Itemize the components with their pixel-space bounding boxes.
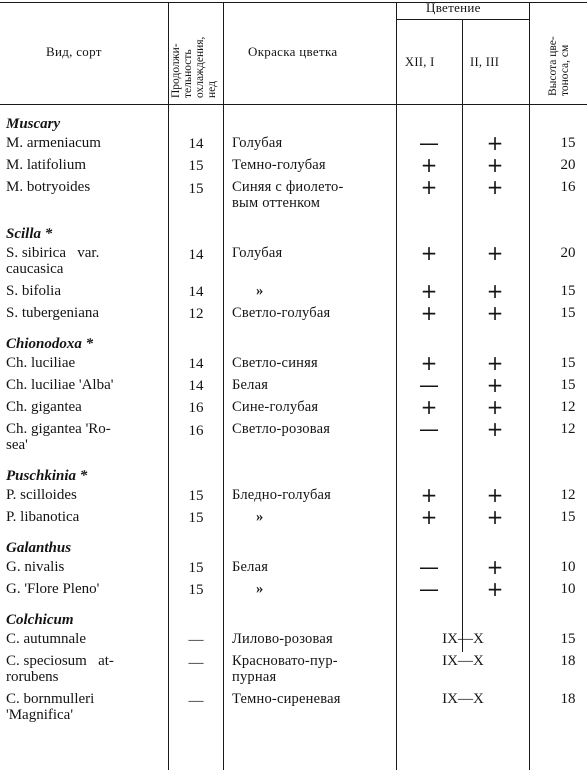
header-period-2: II, III [470, 55, 500, 69]
body-divider-4 [462, 104, 463, 652]
genus-heading: Colchicum [6, 612, 74, 628]
species-name: rorubens [6, 669, 59, 685]
species-name: Ch. gigantea 'Ro- [6, 421, 111, 437]
peduncle-height: 18 [560, 691, 576, 707]
species-name: S. bifolia [6, 283, 61, 299]
peduncle-height: 10 [560, 581, 576, 597]
flowering-mark-ii-iii: + [486, 351, 504, 375]
peduncle-height: 16 [560, 179, 576, 195]
flowering-mark-ii-iii: + [486, 131, 504, 155]
flowering-mark-ii-iii: + [486, 505, 504, 529]
species-name: C. autumnale [6, 631, 86, 647]
flower-color: Темно-голубая [232, 157, 326, 173]
species-name: C. bornmulleri [6, 691, 95, 707]
flowering-mark-xii-i: + [420, 505, 438, 529]
cooling-weeks: 15 [188, 560, 204, 576]
species-name: C. speciosum at- [6, 653, 114, 669]
header-cooling-line: нед [206, 81, 218, 98]
peduncle-height: 15 [560, 355, 576, 371]
peduncle-height: 10 [560, 559, 576, 575]
flower-color: Сине-голубая [232, 399, 319, 415]
cooling-weeks: 15 [188, 488, 204, 504]
body-divider-2 [223, 104, 224, 770]
flower-color: Светло-розовая [232, 421, 331, 437]
col-divider-5 [529, 2, 530, 104]
species-name: G. nivalis [6, 559, 65, 575]
flowering-mark-xii-i: — [419, 373, 439, 397]
flower-color: Белая [232, 559, 269, 575]
flower-color: Светло-синяя [232, 355, 318, 371]
cooling-weeks: 16 [188, 400, 204, 416]
header-species: Вид, сорт [46, 44, 102, 59]
peduncle-height: 12 [560, 421, 576, 437]
header-cooling [170, 37, 218, 98]
flowering-mark-ii-iii: + [486, 395, 504, 419]
flowering-mark-xii-i: + [420, 153, 438, 177]
body-divider-1 [168, 104, 169, 770]
flowering-mark-xii-i: + [420, 301, 438, 325]
flowering-mark-ii-iii: + [486, 153, 504, 177]
cooling-weeks: 14 [188, 136, 204, 152]
flower-color: Темно-сиреневая [232, 691, 341, 707]
species-name: M. armeniacum [6, 135, 101, 151]
col-divider-2 [223, 2, 224, 104]
species-name: S. tubergeniana [6, 305, 100, 321]
species-name: P. scilloides [6, 487, 77, 503]
flowering-mark-xii-i: — [419, 555, 439, 579]
flower-color: Голубая [232, 245, 283, 261]
peduncle-height: 15 [560, 509, 576, 525]
body-divider-5 [529, 104, 530, 770]
flowering-mark-xii-i: + [420, 175, 438, 199]
flower-color: Лилово-розовая [232, 631, 333, 647]
genus-heading: Scilla * [6, 226, 53, 242]
flower-color: Бледно-голубая [232, 487, 332, 503]
cooling-weeks: 15 [188, 510, 204, 526]
species-name: P. libanotica [6, 509, 80, 525]
flowering-mark-xii-i: + [420, 279, 438, 303]
flower-color: Синяя с фиолето- [232, 179, 344, 195]
flower-color: » [256, 581, 264, 597]
species-name: M. latifolium [6, 157, 86, 173]
flowering-mark-xii-i: + [420, 395, 438, 419]
flower-color: Красновато-пур- [232, 653, 338, 669]
cooling-weeks: — [188, 693, 204, 709]
flowering-mark-ii-iii: + [486, 555, 504, 579]
header-flower-color: Окраска цветка [248, 44, 338, 59]
species-name: caucasica [6, 261, 64, 277]
species-name: Ch. gigantea [6, 399, 82, 415]
cooling-weeks: 14 [188, 247, 204, 263]
peduncle-height: 18 [560, 653, 576, 669]
body-divider-3 [396, 104, 397, 770]
header-flowering: Цветение [426, 0, 481, 15]
col-divider-1 [168, 2, 169, 104]
flowering-mark-ii-iii: + [486, 417, 504, 441]
flowering-mark-ii-iii: + [486, 175, 504, 199]
cooling-weeks: 15 [188, 181, 204, 197]
flower-color: » [256, 283, 264, 299]
peduncle-height: 15 [560, 135, 576, 151]
peduncle-height: 12 [560, 399, 576, 415]
flowering-mark-xii-i: — [419, 577, 439, 601]
species-name: M. botryoides [6, 179, 91, 195]
header-height [547, 36, 571, 96]
flowering-period-span: IX—X [442, 653, 484, 669]
genus-heading: Galanthus [6, 540, 72, 556]
cooling-weeks: 14 [188, 284, 204, 300]
cooling-weeks: 12 [188, 306, 204, 322]
flower-color: пурная [232, 669, 277, 685]
peduncle-height: 15 [560, 377, 576, 393]
peduncle-height: 12 [560, 487, 576, 503]
header-cooling-line: охлаждения, [194, 36, 206, 98]
header-height-line: тоноса, см [559, 44, 571, 96]
flower-color: » [256, 509, 264, 525]
cooling-weeks: — [188, 655, 204, 671]
peduncle-height: 15 [560, 283, 576, 299]
peduncle-height: 15 [560, 305, 576, 321]
flowering-mark-xii-i: — [419, 131, 439, 155]
table-top-rule [0, 2, 587, 3]
genus-heading: Chionodoxa * [6, 336, 94, 352]
flowering-period-span: IX—X [442, 691, 484, 707]
flowering-mark-xii-i: + [420, 483, 438, 507]
species-name: Ch. luciliae [6, 355, 76, 371]
flowering-mark-xii-i: + [420, 241, 438, 265]
species-name: 'Magnifica' [6, 707, 74, 723]
cooling-weeks: 14 [188, 378, 204, 394]
cooling-weeks: 15 [188, 582, 204, 598]
header-height-line: Высота цве- [547, 36, 559, 96]
header-cooling-line: Продолжи- [170, 43, 182, 98]
peduncle-height: 20 [560, 157, 576, 173]
species-name: S. sibirica var. [6, 245, 100, 261]
flowering-mark-ii-iii: + [486, 279, 504, 303]
flowering-mark-ii-iii: + [486, 373, 504, 397]
flower-color: Светло-голубая [232, 305, 331, 321]
species-name: G. 'Flore Pleno' [6, 581, 100, 597]
peduncle-height: 20 [560, 245, 576, 261]
cooling-weeks: 15 [188, 158, 204, 174]
flower-color: Белая [232, 377, 269, 393]
genus-heading: Muscary [6, 116, 61, 132]
header-bottom-rule [0, 104, 587, 105]
genus-heading: Puschkinia * [6, 468, 88, 484]
flower-color: Голубая [232, 135, 283, 151]
cooling-weeks: 16 [188, 423, 204, 439]
species-name: Ch. luciliae 'Alba' [6, 377, 114, 393]
flowering-mark-xii-i: + [420, 351, 438, 375]
col-divider-3 [396, 2, 397, 104]
flower-color: вым оттенком [232, 195, 321, 211]
header-cooling-line: тельность [182, 49, 194, 98]
peduncle-height: 15 [560, 631, 576, 647]
cooling-weeks: — [188, 632, 204, 648]
flowering-mark-ii-iii: + [486, 241, 504, 265]
flowering-mark-ii-iii: + [486, 483, 504, 507]
header-period-1: XII, I [405, 55, 435, 69]
flowering-mark-xii-i: — [419, 417, 439, 441]
species-name: sea' [6, 437, 28, 453]
flowering-period-span: IX—X [442, 631, 484, 647]
col-divider-4 [462, 19, 463, 104]
flowering-mark-ii-iii: + [486, 577, 504, 601]
flowering-mark-ii-iii: + [486, 301, 504, 325]
cooling-weeks: 14 [188, 356, 204, 372]
